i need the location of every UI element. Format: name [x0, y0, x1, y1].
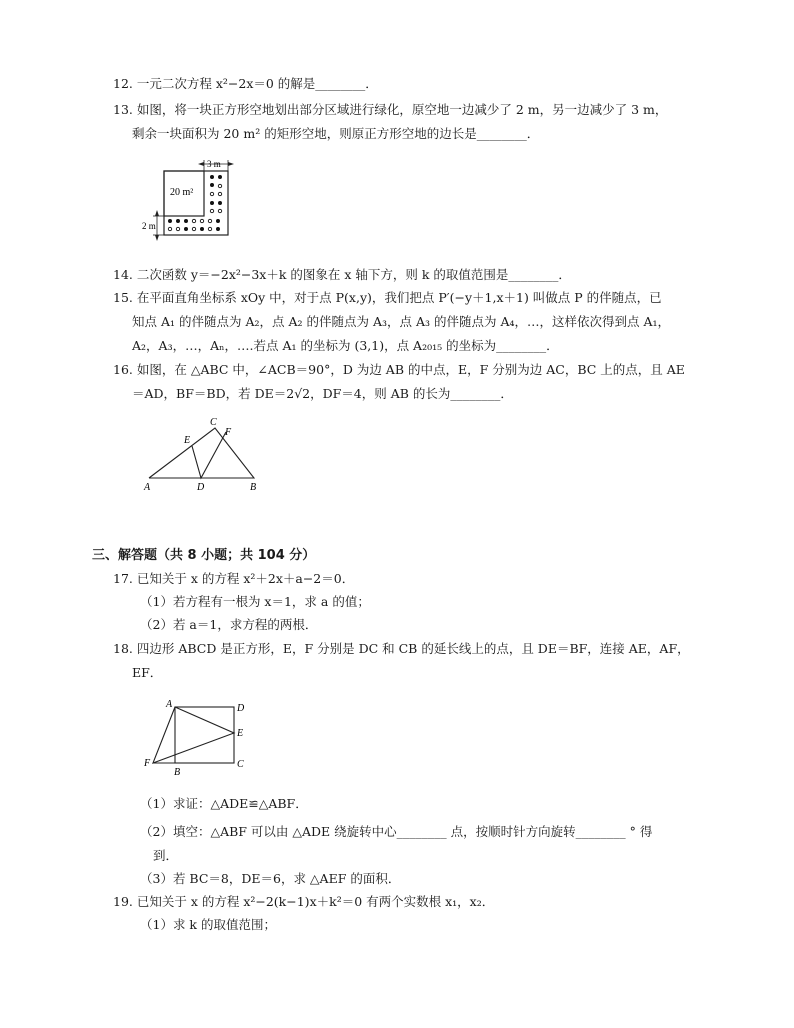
- q17-part2: （2）若 a＝1，求方程的两根．: [140, 617, 318, 632]
- q13-text-line1: 13. 如图，将一块正方形空地划出部分区域进行绿化，原空地一边减少了 2 m，另一边减少了 3 m，: [113, 102, 668, 117]
- q14-text: 14. 二次函数 y＝−2x²−3x＋k 的图象在 x 轴下方，则 k 的取值范围是________．: [113, 267, 571, 282]
- q19-part1: （1）求 k 的取值范围；: [140, 917, 276, 932]
- q16-triangle: [149, 428, 254, 478]
- q18-text-line1: 18. 四边形 ABCD 是正方形，E，F 分别是 DC 和 CB 的延长线上的点，且 DE＝BF，连接 AE，AF，: [113, 641, 690, 656]
- q16-label-E: E: [184, 435, 191, 446]
- q13-figure: [140, 152, 240, 247]
- q16-text-line1: 16. 如图，在 △ABC 中，∠ACB＝90°，D 为边 AB 的中点，E，F 分别为边 AC，BC 上的点，且 AE: [113, 362, 685, 377]
- q16-label-C: C: [210, 417, 217, 428]
- q16-label-F: F: [225, 427, 232, 438]
- q18-label-C: C: [237, 759, 244, 770]
- q13-area-label: 20 m²: [170, 187, 194, 198]
- q16-label-D: D: [197, 482, 205, 493]
- q16-text-line2: ＝AD，BF＝BD，若 DE＝2√2，DF＝4，则 AB 的长为________．: [132, 386, 513, 401]
- q18-part3: （3）若 BC＝8，DE＝6，求 △AEF 的面积．: [140, 871, 401, 886]
- q13-green-dots: [168, 175, 222, 231]
- q18-label-B: B: [174, 767, 181, 778]
- q18-label-A: A: [166, 699, 173, 710]
- q16-figure: [140, 410, 270, 495]
- q16-label-B: B: [250, 482, 257, 493]
- q15-text-line1: 15. 在平面直角坐标系 xOy 中，对于点 P(x,y)，我们把点 P′(−y＋1,x＋1) 叫做点 P 的伴随点，已: [113, 290, 662, 305]
- q13-top-dim-label: 3 m: [207, 159, 221, 169]
- q18-label-E: E: [237, 728, 244, 739]
- q15-text-line2: 知点 A₁ 的伴随点为 A₂，点 A₂ 的伴随点为 A₃，点 A₃ 的伴随点为 A₄，…，这样依次得到点 A₁，: [132, 314, 671, 329]
- q18-label-D: D: [237, 703, 245, 714]
- q17-part1: （1）若方程有一根为 x＝1，求 a 的值；: [140, 594, 370, 609]
- q13-text-line2: 剩余一块面积为 20 m² 的矩形空地，则原正方形空地的边长是________．: [132, 126, 540, 141]
- q19-text-line1: 19. 已知关于 x 的方程 x²−2(k−1)x＋k²＝0 有两个实数根 x₁，x₂．: [113, 894, 495, 909]
- section-heading: 三、解答题（共 8 小题；共 104 分）: [92, 548, 316, 563]
- q18-square: [175, 707, 234, 763]
- q18-triangle-aef: [153, 707, 234, 763]
- q16-segments: [192, 432, 226, 478]
- q12-text: 12. 一元二次方程 x²−2x＝0 的解是________．: [113, 76, 378, 91]
- q17-text-line1: 17. 已知关于 x 的方程 x²＋2x＋a−2＝0．: [113, 571, 355, 586]
- q13-left-dim-label: 2 m: [142, 221, 156, 231]
- q18-part2-line1: （2）填空：△ABF 可以由 △ADE 绕旋转中心________ 点，按顺时针方向旋转________ ° 得: [140, 824, 653, 839]
- q16-label-A: A: [144, 482, 151, 493]
- q18-part2-line2: 到．: [153, 848, 179, 863]
- q18-part1: （1）求证：△ADE≌△ABF．: [140, 796, 308, 811]
- q18-text-line2: EF．: [132, 665, 163, 680]
- q18-label-F: F: [144, 758, 151, 769]
- q15-text-line3: A₂，A₃，…，Aₙ，….若点 A₁ 的坐标为 (3,1)，点 A₂₀₁₅ 的坐标为________．: [132, 338, 559, 353]
- q18-figure: [140, 696, 260, 778]
